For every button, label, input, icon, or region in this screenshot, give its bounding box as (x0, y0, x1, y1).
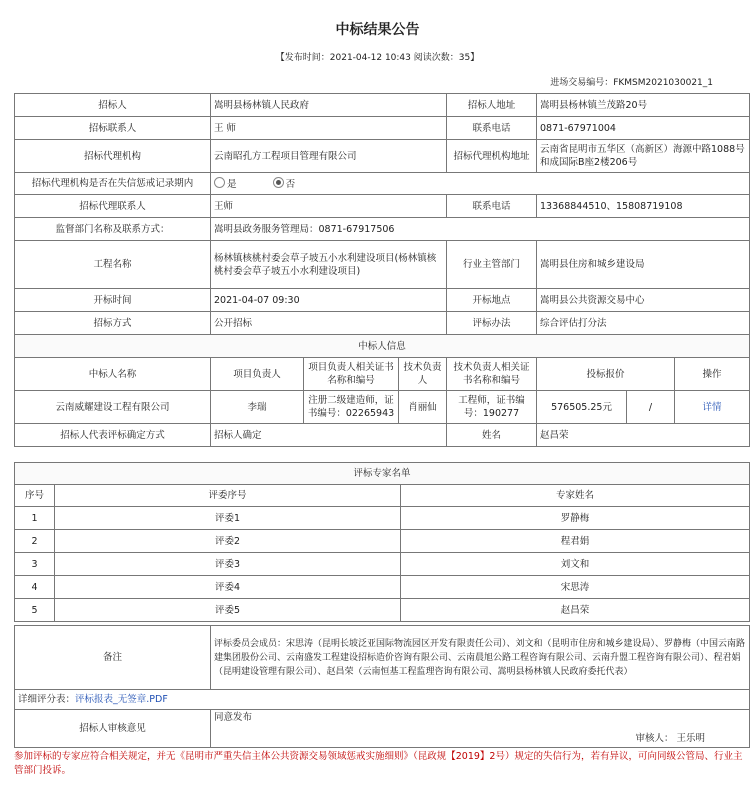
expert-no: 3 (15, 553, 55, 576)
expert-no: 4 (15, 576, 55, 599)
tenderer-value: 嵩明县杨林镇人民政府 (211, 94, 447, 117)
experts-section-title: 评标专家名单 (15, 463, 750, 485)
winner-header-action: 操作 (675, 358, 750, 391)
rep-name-value: 赵昌荣 (537, 424, 750, 447)
table-row (15, 576, 750, 599)
agency-phone-value: 13368844510、15808719108 (537, 195, 750, 218)
publish-meta: 【发布时间：2021-04-12 10:43 阅读次数：35】 (275, 53, 480, 63)
winner-header-pm: 项目负责人 (211, 358, 304, 391)
open-place-value: 嵩明县公共资源交易中心 (537, 289, 750, 312)
table-row (15, 507, 750, 530)
winner-header-name: 中标人名称 (15, 358, 211, 391)
review-label: 招标人审核意见 (15, 710, 211, 748)
winner-tech: 肖丽仙 (399, 391, 447, 424)
radio-no-icon (273, 177, 284, 188)
winner-name: 云南威耀建设工程有限公司 (15, 391, 211, 424)
page-title: 中标结果公告 (335, 22, 420, 38)
detail-link[interactable]: 详情 (702, 401, 722, 413)
expert-seq: 评委1 (55, 507, 401, 530)
table-row (15, 530, 750, 553)
agency-addr-value: 云南省昆明市五华区（高新区）海源中路1088号和成国际B座2楼206号 (537, 140, 750, 173)
detail-pdf-link[interactable]: 评标报表_无签章.PDF (75, 694, 168, 705)
review-cell (211, 710, 750, 748)
confirm-value: 招标人确定 (211, 424, 447, 447)
winner-section-title: 中标人信息 (15, 335, 750, 358)
winner-header-pm-cert: 项目负责人相关证书名称和编号 (304, 358, 399, 391)
expert-no: 5 (15, 599, 55, 622)
supervisor-label: 监督部门名称及联系方式： (15, 218, 211, 241)
open-time-value: 2021-04-07 09:30 (211, 289, 447, 312)
expert-name: 赵昌荣 (401, 599, 750, 622)
phone-value: 0871-67971004 (537, 117, 750, 140)
agency-value: 云南昭孔方工程项目管理有限公司 (211, 140, 447, 173)
contact-value: 王 师 (211, 117, 447, 140)
experts-table (14, 462, 750, 622)
expert-name: 刘文和 (401, 553, 750, 576)
table-row (15, 599, 750, 622)
note-label: 备注 (15, 626, 211, 690)
table-row (15, 553, 750, 576)
winner-pm-cert: 注册二级建造师，证书编号：02265943 (304, 391, 399, 424)
reviewer: 审核人： 王乐明 (635, 733, 705, 744)
experts-header-no: 序号 (15, 485, 55, 507)
confirm-label: 招标人代表评标确定方式 (15, 424, 211, 447)
project-value: 杨林镇核桃村委会草子坡五小水利建设项目(杨林镇核桃村委会草子坡五小水利建设项目) (211, 241, 447, 289)
tenderer-addr-label: 招标人地址 (447, 94, 537, 117)
tenderer-label: 招标人 (15, 94, 211, 117)
contact-label: 招标联系人 (15, 117, 211, 140)
expert-no: 1 (15, 507, 55, 530)
announcement-table (14, 93, 750, 447)
review-opinion: 同意发布 (214, 712, 253, 723)
radio-yes[interactable]: 是 (214, 179, 237, 190)
phone-label: 联系电话 (447, 117, 537, 140)
project-label: 工程名称 (15, 241, 211, 289)
supervisor-value: 嵩明县政务服务管理局：0871-67917506 (211, 218, 750, 241)
method-value: 公开招标 (211, 312, 447, 335)
winner-header-tech-cert: 技术负责人相关证书名称和编号 (447, 358, 537, 391)
blacklist-options (211, 173, 750, 195)
eval-label: 评标办法 (447, 312, 537, 335)
winner-header-price: 投标报价 (537, 358, 675, 391)
eval-value: 综合评估打分法 (537, 312, 750, 335)
agency-contact-value: 王师 (211, 195, 447, 218)
expert-no: 2 (15, 530, 55, 553)
expert-seq: 评委5 (55, 599, 401, 622)
expert-seq: 评委3 (55, 553, 401, 576)
winner-tech-cert: 工程师，证书编号：190277 (447, 391, 537, 424)
method-label: 招标方式 (15, 312, 211, 335)
experts-header-name: 专家姓名 (401, 485, 750, 507)
agency-contact-label: 招标代理联系人 (15, 195, 211, 218)
tenderer-addr-value: 嵩明县杨林镇兰茂路20号 (537, 94, 750, 117)
radio-yes-icon (214, 177, 225, 188)
detail-row (15, 690, 750, 710)
winner-price: 576505.25元 (537, 391, 627, 424)
detail-label: 详细评分表： (18, 694, 76, 705)
open-place-label: 开标地点 (447, 289, 537, 312)
rep-name-label: 姓名 (447, 424, 537, 447)
industry-label: 行业主管部门 (447, 241, 537, 289)
open-time-label: 开标时间 (15, 289, 211, 312)
winner-header-tech: 技术负责人 (399, 358, 447, 391)
expert-name: 罗静梅 (401, 507, 750, 530)
experts-header-seq: 评委序号 (55, 485, 401, 507)
industry-value: 嵩明县住房和城乡建设局 (537, 241, 750, 289)
agency-label: 招标代理机构 (15, 140, 211, 173)
winner-slash: / (627, 391, 675, 424)
agency-phone-label: 联系电话 (447, 195, 537, 218)
note-value: 评标委员会成员：宋思涛（昆明长坡泛亚国际物流园区开发有限责任公司）、刘文和（昆明市住房和城乡建设局）、罗静梅（中国云南路建集团股份公司、云南盛发工程建设招标造价咨询有限公司、云南晨旭公路工程咨询有限公司、云南升盟工程咨询有限公司）、程君娟（昆明建设管理有限公司）、赵昌荣（云南恒基工程监理咨询有限公司、嵩明县杨林镇人民政府委托代表） (211, 626, 750, 690)
expert-seq: 评委2 (55, 530, 401, 553)
winner-action-cell (675, 391, 750, 424)
agency-addr-label: 招标代理机构地址 (447, 140, 537, 173)
expert-name: 程君娟 (401, 530, 750, 553)
winner-pm: 李瑞 (211, 391, 304, 424)
trade-code: 进场交易编号：FKMSM2021030021_1 (550, 78, 713, 88)
expert-name: 宋思涛 (401, 576, 750, 599)
warning-notice: 参加评标的专家应符合相关规定，并无《昆明市严重失信主体公共资源交易领域惩戒实施细则》（昆政规【2019】2号）规定的失信行为，若有异议，可向同级公管局、行业主管部门投诉。 (14, 751, 743, 776)
notes-table (14, 625, 750, 748)
expert-seq: 评委4 (55, 576, 401, 599)
blacklist-label: 招标代理机构是否在失信惩戒记录期内 (15, 173, 211, 195)
radio-no[interactable]: 否 (273, 179, 296, 190)
